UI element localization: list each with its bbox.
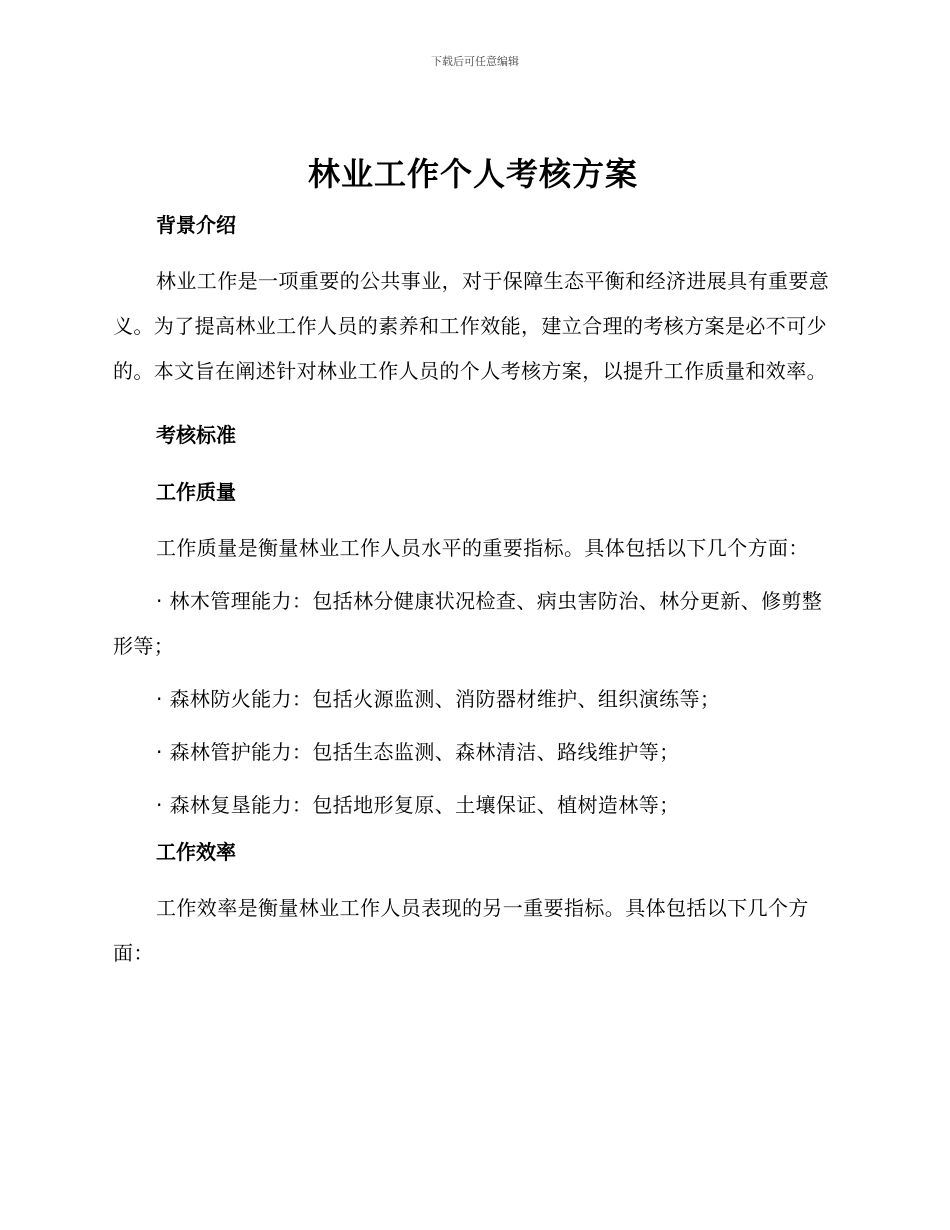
list-item-quality: · 林木管理能力：包括林分健康状况检查、病虫害防治、林分更新、修剪整形等；	[113, 589, 823, 658]
list-item-quality: · 森林防火能力：包括火源监测、消防器材维护、组织演练等；	[156, 687, 721, 711]
page-header-note: 下载后可任意编辑	[431, 55, 519, 68]
paragraph-efficiency-intro: 工作效率是衡量林业工作人员表现的另一重要指标。具体包括以下几个方面：	[113, 896, 809, 965]
document-body	[113, 146, 833, 976]
section-heading-criteria: 考核标准	[156, 423, 236, 447]
section-heading-efficiency: 工作效率	[156, 840, 236, 864]
list-item-quality: · 森林管护能力：包括生态监测、森林清洁、路线维护等；	[156, 740, 680, 764]
list-item-quality: · 森林复垦能力：包括地形复原、土壤保证、植树造林等；	[156, 793, 680, 817]
paragraph-quality-intro: 工作质量是衡量林业工作人员水平的重要指标。具体包括以下几个方面：	[156, 536, 809, 560]
paragraph-background: 林业工作是一项重要的公共事业，对于保障生态平衡和经济进展具有重要意义。为了提高林业工作人员的素养和工作效能，建立合理的考核方案是必不可少的。本文旨在阐述针对林业工作人员的个人考核方案，以提升工作质量和效率。	[113, 269, 830, 383]
section-heading-quality: 工作质量	[156, 480, 236, 504]
section-heading-background: 背景介绍	[156, 213, 236, 237]
document-title: 林业工作个人考核方案	[307, 155, 638, 193]
